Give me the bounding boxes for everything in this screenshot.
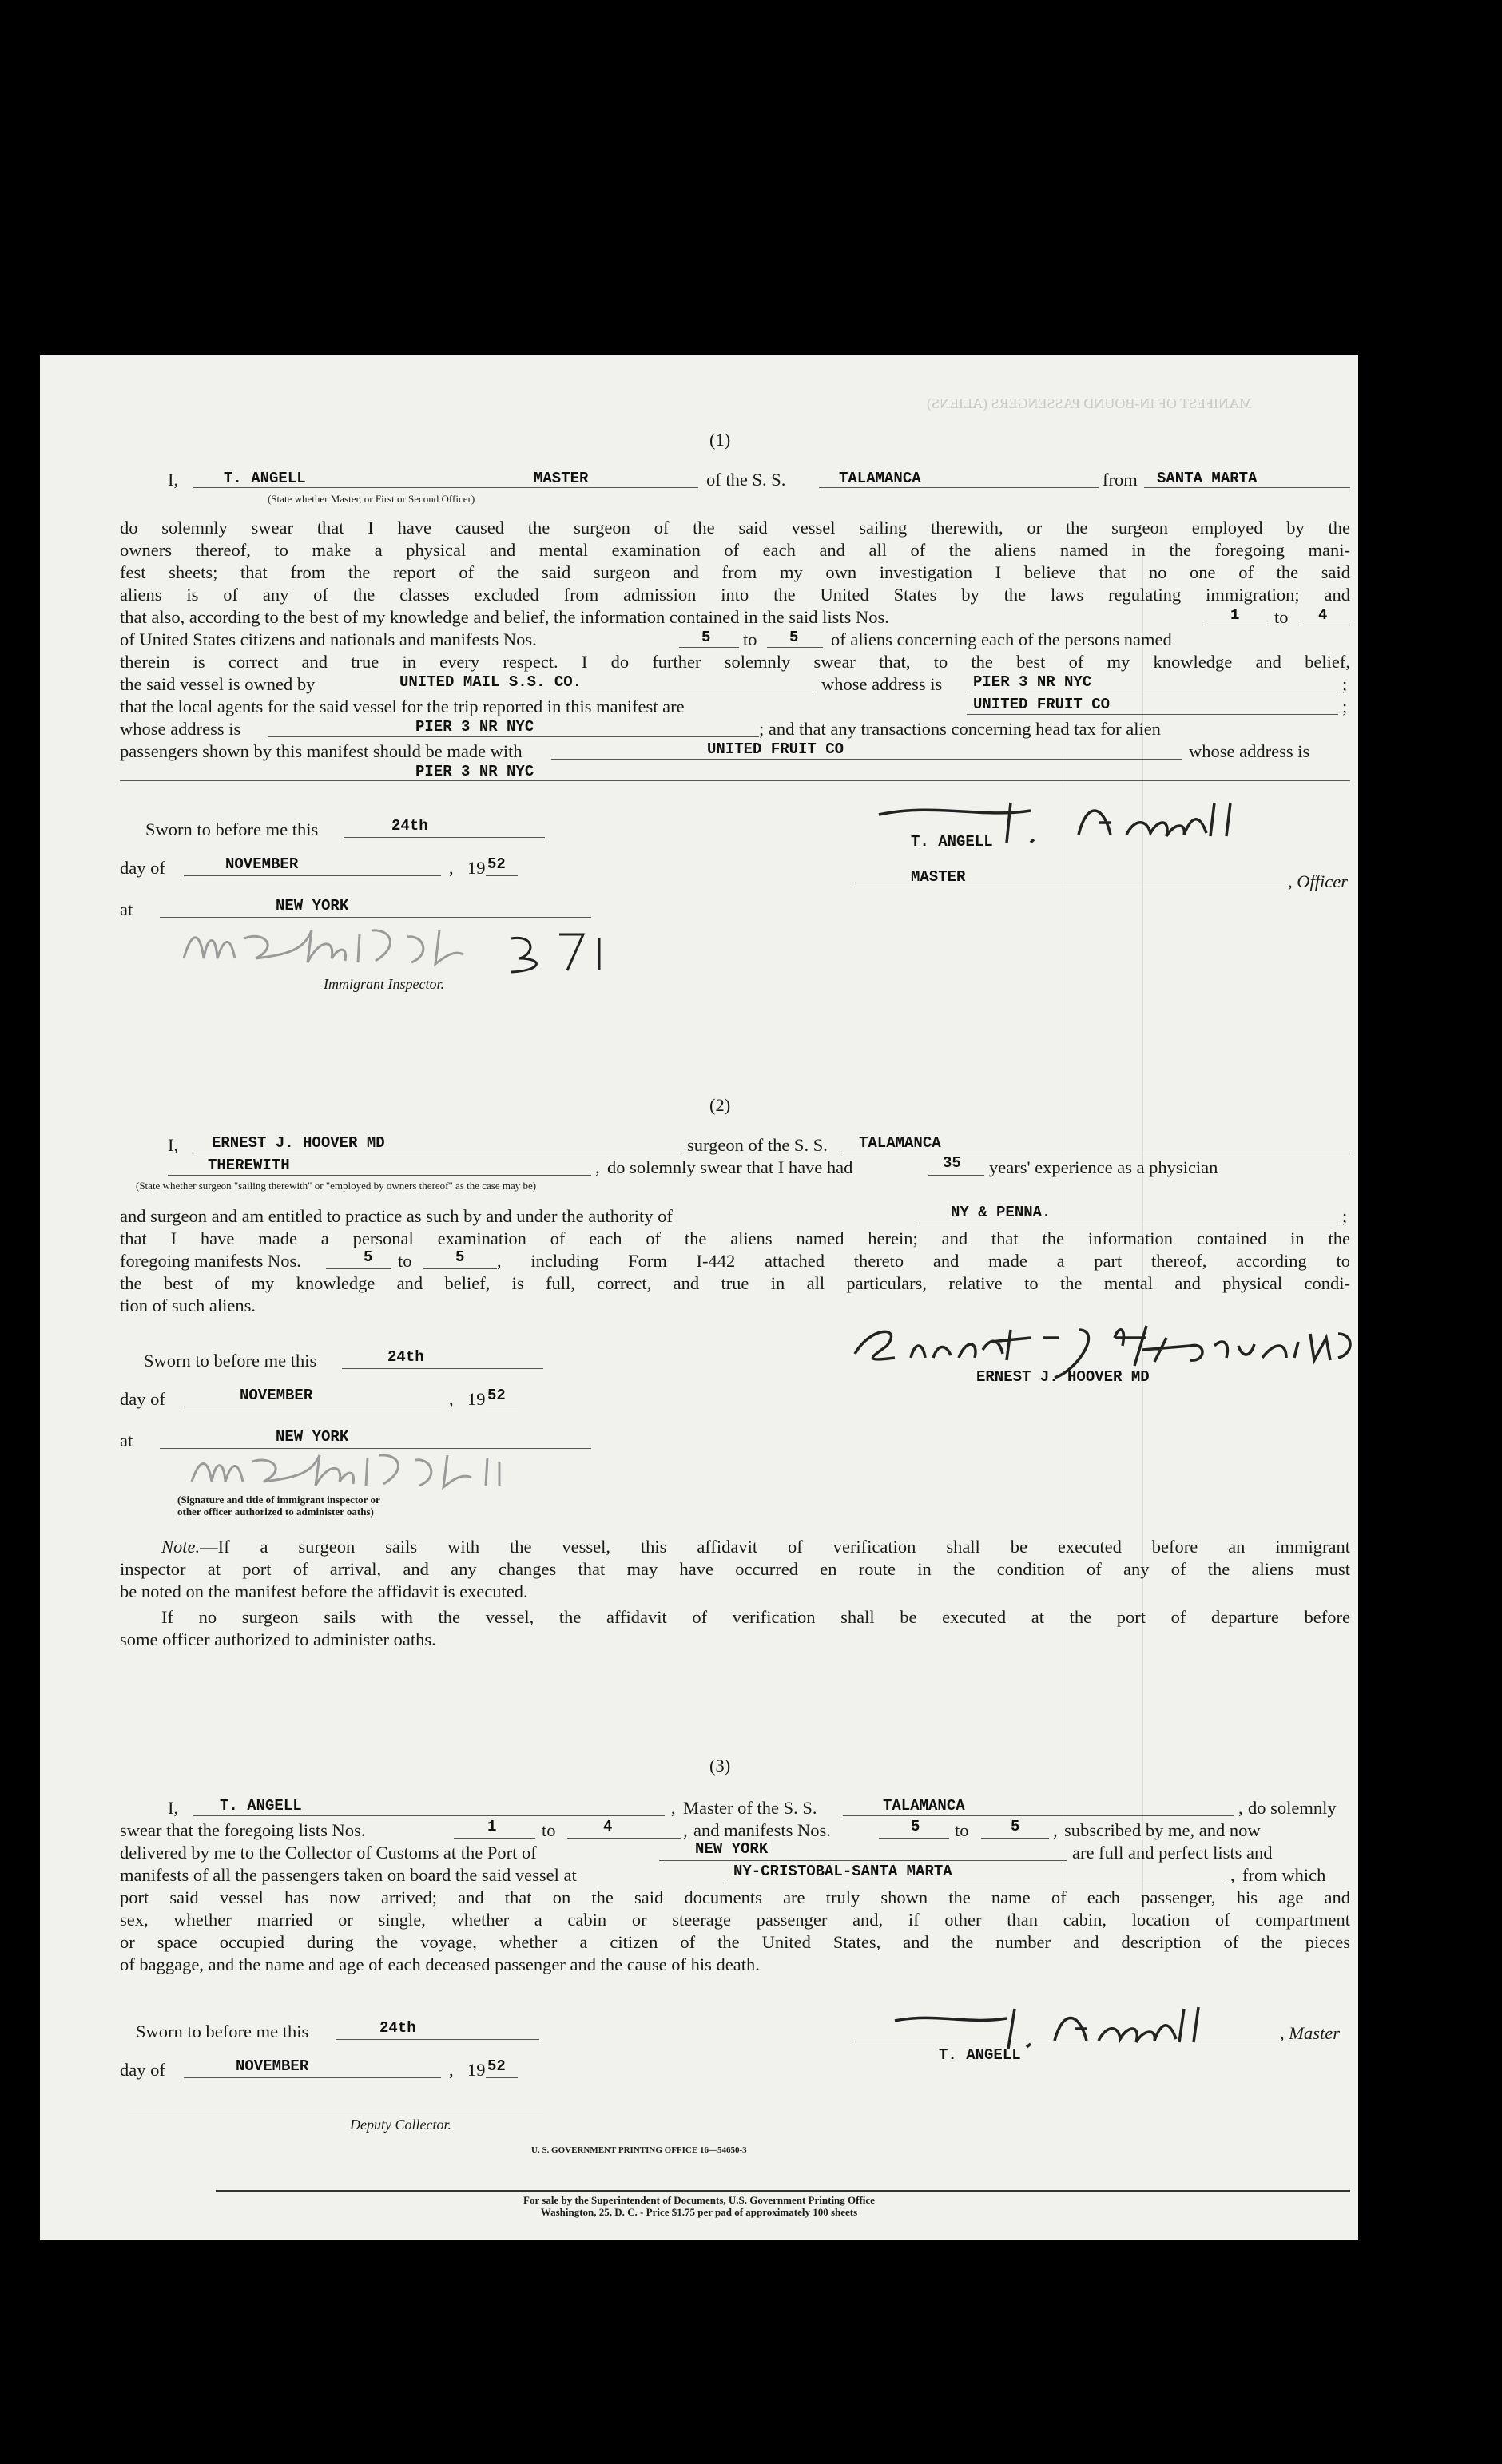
text: surgeon of the S. S. [687, 1135, 828, 1155]
typed-route: NY-CRISTOBAL-SANTA MARTA [733, 1863, 952, 1880]
text: 19 [467, 2060, 486, 2080]
underline [168, 1175, 591, 1176]
text: and manifests Nos. [693, 1820, 831, 1840]
typed-lists-to: 4 [603, 1818, 613, 1835]
typed-year: 52 [487, 2057, 506, 2075]
typed-ship: TALAMANCA [859, 1134, 941, 1152]
text: I, [168, 1798, 179, 1818]
text: passengers shown by this manifest should be made with [120, 741, 523, 761]
text-line: sex, whether married or single, whether a cabin or steerage passenger and, if other than cabin, location of compartment [120, 1910, 1350, 1930]
text: , [671, 1798, 676, 1818]
text: delivered by me to the Collector of Customs at the Port of [120, 1843, 537, 1863]
text: of aliens concerning each of the persons named [831, 629, 1172, 649]
text-line: the best of my knowledge and belief, is full, correct, and true in all particulars, relative to the mental and physical condi- [120, 1273, 1350, 1293]
text: to [542, 1820, 556, 1840]
underline [184, 2077, 441, 2078]
note-text: —If a surgeon sails with the vessel, this affidavit of verification shall be executed before an immigrant [200, 1537, 1350, 1557]
underline [326, 1268, 391, 1269]
typed-agent: UNITED FRUIT CO [973, 696, 1111, 713]
underline [486, 2077, 518, 2078]
typed-authority: NY & PENNA. [951, 1204, 1051, 1221]
text-line: do solemnly swear that I have caused the surgeon of the said vessel sailing therewith, or the surgeon employed by the [120, 518, 1350, 538]
underline [567, 1838, 681, 1839]
inspector-signature [184, 1446, 583, 1494]
gpo-imprint: U. S. GOVERNMENT PRINTING OFFICE 16—54650-3 [531, 2145, 747, 2155]
text-line: aliens is of any of the classes excluded from admission into the United States by the laws regulating immigration; and [120, 585, 1350, 605]
text: and surgeon and am entitled to practice as such by and under the authority of [120, 1206, 673, 1226]
punch-hole [1373, 809, 1411, 847]
typed-manifests-to: 5 [455, 1248, 465, 1266]
text: are full and perfect lists and [1072, 1843, 1273, 1863]
text: of United States citizens and nationals and manifests Nos. [120, 629, 537, 649]
punch-hole [1373, 1967, 1411, 2006]
text: foregoing manifests Nos. [120, 1251, 301, 1271]
text: to [398, 1251, 412, 1271]
text: to [1274, 607, 1289, 627]
underline [767, 647, 823, 648]
typed-from-port: SANTA MARTA [1157, 470, 1258, 487]
typed-port: NEW YORK [695, 1840, 769, 1858]
text: , [1238, 1798, 1243, 1818]
text: do solemnly [1248, 1798, 1337, 1818]
bleed-through-text: MANIFEST OF IN-BOUND PASSENGERS (ALIENS) [927, 395, 1253, 411]
text-line: fest sheets; that from the report of the said surgeon and from my own investigation I believe that no one of the said [120, 562, 1350, 582]
typed-month: NOVEMBER [225, 855, 299, 873]
typed-owner-address: PIER 3 NR NYC [973, 673, 1092, 691]
underline [120, 780, 1350, 781]
text: whose address is [821, 674, 943, 694]
typed-master-name: T. ANGELL [220, 1797, 302, 1815]
punch-hole [1373, 522, 1411, 560]
typed-agent-address: PIER 3 NR NYC [415, 718, 534, 736]
footer-rule [216, 2190, 1350, 2192]
underline [344, 837, 545, 838]
note-label: Note. [161, 1537, 201, 1557]
master-label: , Master [1280, 2023, 1340, 2043]
underline [1144, 487, 1350, 488]
underline [819, 487, 1099, 488]
underline [193, 1815, 665, 1816]
punch-hole [1373, 2047, 1411, 2085]
underline [486, 875, 518, 876]
punch-hole [1373, 897, 1411, 935]
master-label-text: Master [1289, 2023, 1340, 2043]
typed-lists-from: 1 [487, 1818, 497, 1835]
typed-surgeon-name: ERNEST J. HOOVER MD [212, 1134, 385, 1152]
text: to [743, 629, 757, 649]
text: whose address is [1189, 741, 1310, 761]
section-number: (3) [709, 1756, 731, 1776]
typed-sworn-day: 24th [391, 817, 428, 835]
collector-label: Deputy Collector. [350, 2117, 451, 2133]
text-line: therein is correct and true in every respect. I do further solemnly swear that, to the best of my knowledge and belief, [120, 652, 1350, 672]
text-line: tion of such aliens. [120, 1295, 256, 1315]
affidavit-page [40, 355, 1358, 2240]
typed-sworn-day: 24th [379, 2019, 416, 2037]
text: 19 [467, 1389, 486, 1409]
text: years' experience as a physician [989, 1157, 1218, 1177]
typed-manifests-from: 5 [364, 1248, 373, 1266]
underline [981, 1838, 1049, 1839]
text: that the local agents for the said vessel for the trip reported in this manifest are [120, 696, 685, 716]
note-line [161, 1536, 1350, 1557]
text: I, [168, 470, 179, 490]
text: , [1230, 1865, 1235, 1885]
underline [928, 1175, 984, 1176]
punch-hole [1373, 1344, 1411, 1383]
text: Sworn to before me this [145, 819, 319, 839]
text: from which [1242, 1865, 1326, 1885]
typed-place: NEW YORK [276, 897, 349, 915]
text: Sworn to before me this [144, 1351, 317, 1371]
underline [342, 1368, 543, 1369]
typed-ship: TALAMANCA [883, 1797, 965, 1815]
typed-place: NEW YORK [276, 1428, 349, 1446]
typed-officer-rank: MASTER [911, 868, 966, 886]
text: , [449, 2060, 454, 2080]
underline [679, 647, 739, 648]
text: , [449, 1389, 454, 1409]
text: do solemnly swear that I have had [607, 1157, 853, 1177]
text: Sworn to before me this [136, 2022, 309, 2041]
text-line: or space occupied during the voyage, whether a citizen of the United States, and the number and description of the pieces [120, 1932, 1350, 1952]
underline [184, 875, 441, 876]
typed-officer-name: T. ANGELL [911, 833, 993, 851]
text: Master of the S. S. [683, 1798, 817, 1818]
note-line: be noted on the manifest before the affidavit is executed. [120, 1581, 528, 1601]
text: , [595, 1157, 600, 1177]
field-note: (State whether Master, or First or Second Officer) [268, 493, 475, 505]
typed-surgeon: ERNEST J. HOOVER MD [976, 1368, 1150, 1386]
typed-month: NOVEMBER [236, 2057, 309, 2075]
text: day of [120, 858, 165, 878]
signature-note: other officer authorized to administer oaths) [177, 1506, 374, 1518]
text: , [683, 1820, 688, 1840]
text: , including Form I-442 attached thereto and made a part thereof, according to [497, 1251, 1350, 1271]
text: , [449, 858, 454, 878]
typed-years: 35 [943, 1154, 961, 1172]
text: the said vessel is owned by [120, 674, 316, 694]
underline [843, 1815, 1234, 1816]
note-line: some officer authorized to administer oaths. [120, 1629, 436, 1649]
note-line: inspector at port of arrival, and any changes that may have occurred en route in the condition of any of the aliens must [120, 1559, 1350, 1579]
typed-month: NOVEMBER [240, 1387, 313, 1404]
typed-manifests-from: 5 [701, 629, 711, 646]
master-signature [887, 1993, 1206, 2057]
field-note: (State whether surgeon "sailing therewith" or "employed by owners thereof" as the case may be) [136, 1180, 537, 1192]
signature-note: (Signature and title of immigrant inspector or [177, 1494, 380, 1506]
text-line: that I have made a personal examination of each of the aliens named herein; and that the information contained in the [120, 1228, 1350, 1248]
typed-sworn-day: 24th [387, 1348, 424, 1366]
text: ; [1342, 674, 1348, 694]
underline [879, 1838, 949, 1839]
inspector-label: Immigrant Inspector. [324, 976, 444, 992]
typed-ship: TALAMANCA [839, 470, 921, 487]
underline [423, 1268, 497, 1269]
typed-master-name: T. ANGELL [224, 470, 306, 487]
text-line: that also, according to the best of my knowledge and belief, the information contained in the said lists Nos. [120, 607, 889, 627]
underline [659, 1860, 1067, 1861]
text: , [1053, 1820, 1058, 1840]
sale-note: For sale by the Superintendent of Documents, U.S. Government Printing Office [523, 2194, 875, 2206]
typed-headtax-address: PIER 3 NR NYC [415, 763, 534, 780]
text-line: owners thereof, to make a physical and mental examination of each and all of the aliens named in the foregoing mani- [120, 540, 1350, 560]
underline [268, 736, 759, 737]
text: whose address is [120, 719, 241, 739]
text: at [120, 1430, 133, 1450]
typed-lists-to: 4 [1318, 606, 1328, 624]
text: subscribed by me, and now [1064, 1820, 1261, 1840]
note-line: If no surgeon sails with the vessel, the affidavit of verification shall be executed at the port of departure before [161, 1607, 1350, 1627]
underline [336, 2039, 539, 2040]
inspector-signature [168, 915, 615, 978]
text: ; and that any transactions concerning head tax for alien [759, 719, 1161, 739]
text: swear that the foregoing lists Nos. [120, 1820, 366, 1840]
typed-year: 52 [487, 855, 506, 873]
text: from [1103, 470, 1138, 490]
officer-label: , Officer [1288, 871, 1348, 891]
typed-lists-from: 1 [1230, 606, 1240, 624]
typed-manifests-to: 5 [1011, 1818, 1020, 1835]
underline [967, 714, 1338, 715]
text: to [955, 1820, 969, 1840]
typed-year: 52 [487, 1387, 506, 1404]
officer-label-text: Officer [1297, 871, 1348, 891]
text-line: port said vessel has now arrived; and that on the said documents are truly shown the name of each passenger, his age and [120, 1887, 1350, 1907]
text-line: of baggage, and the name and age of each deceased passenger and the cause of his death. [120, 1954, 760, 1974]
typed-headtax-agent: UNITED FRUIT CO [707, 740, 844, 758]
punch-hole [1373, 1720, 1411, 1758]
typed-manifests-to: 5 [789, 629, 799, 646]
typed-owner: UNITED MAIL S.S. CO. [399, 673, 582, 691]
typed-master: T. ANGELL [939, 2046, 1021, 2064]
text: day of [120, 2060, 165, 2080]
punch-hole [1373, 1025, 1411, 1063]
typed-manifests-from: 5 [911, 1818, 920, 1835]
text: at [120, 899, 133, 919]
text: ; [1342, 1206, 1348, 1226]
section-number: (1) [709, 430, 731, 450]
section-number: (2) [709, 1095, 731, 1115]
underline [551, 759, 1182, 760]
sale-note: Washington, 25, D. C. - Price $1.75 per pad of approximately 100 sheets [540, 2206, 858, 2218]
typed-sailing: THEREWITH [208, 1157, 290, 1174]
underline [193, 487, 698, 488]
text: day of [120, 1389, 165, 1409]
text: 19 [467, 858, 486, 878]
underline [454, 1838, 535, 1839]
text: I, [168, 1135, 179, 1155]
text: ; [1342, 696, 1348, 716]
typed-rank: MASTER [534, 470, 589, 487]
text: of the S. S. [706, 470, 786, 490]
text: manifests of all the passengers taken on board the said vessel at [120, 1865, 577, 1885]
